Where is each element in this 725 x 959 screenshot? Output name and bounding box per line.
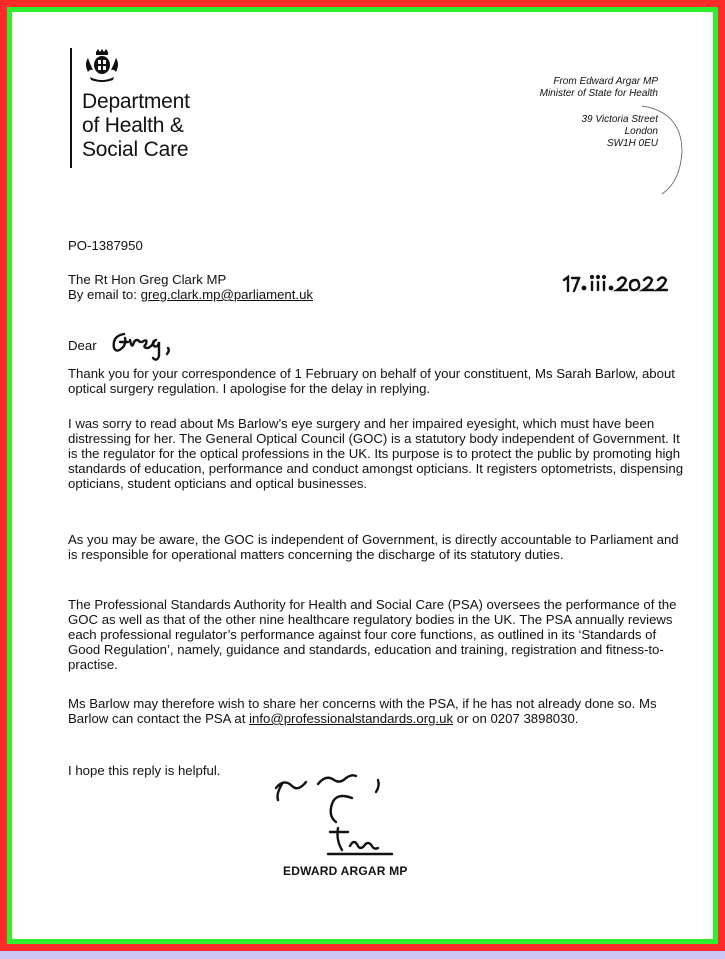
signer-name: EDWARD ARGAR MP (283, 864, 408, 878)
address-postcode: SW1H 0EU (606, 138, 658, 149)
sender-block (540, 76, 658, 100)
handwritten-greg (108, 328, 188, 364)
paragraph-5 (68, 696, 688, 726)
royal-crest-icon (82, 48, 122, 84)
recipient-email-link[interactable]: greg.clark.mp@parliament.uk (140, 287, 313, 302)
paragraph-5-text: Ms Barlow may therefore wish to share her concerns with the PSA, if he has not already done so. Ms Barlow can contact the PSA at (68, 696, 657, 726)
handwritten-date (560, 270, 690, 296)
logo-rule (70, 48, 72, 168)
address-street: 39 Victoria Street (581, 114, 658, 125)
sender-role: Minister of State for Health (539, 88, 658, 99)
paragraph-3: As you may be aware, the GOC is independent of Government, is directly accountable to Parliament and is responsible for operational matters concerning the discharge of its statutory duties. (68, 532, 679, 562)
paragraph-5-phone: or on 0207 3898030. (453, 711, 579, 726)
reference-number: PO-1387950 (68, 238, 143, 253)
paragraph-2: I was sorry to read about Ms Barlow’s eye surgery and her impaired eyesight, which must have been distressing for her. The General Optical Council (GOC) is a statutory body independent of Government. It is the regulator for the optical professions in the UK. Its purpose is to protect the public by promoting high standards of education, performance and conduct amongst opticians. It registers optometrists, dispensing opticians, student opticians and optical businesses. (68, 416, 684, 491)
closing-line: I hope this reply is helpful. (68, 763, 221, 778)
letter-page (12, 12, 713, 939)
recipient-name: The Rt Hon Greg Clark MP (68, 272, 227, 287)
salutation: Dear (68, 338, 97, 353)
handwritten-signature (268, 762, 408, 862)
logo-line-2: of Health & (82, 114, 184, 137)
paragraph-4: The Professional Standards Authority for Health and Social Care (PSA) oversees the performance of the GOC as well as that of the other nine healthcare regulatory bodies in the UK. The PSA annually reviews each professional regulator’s performance against four core functions, as outlined in its ‘Standards of Good Regulation’, namely, guidance and standards, education and training, registration and fitness-to-practise. (68, 597, 677, 672)
sender-from: From Edward Argar MP (553, 76, 658, 87)
address-city: London (624, 126, 658, 137)
email-prefix: By email to: (68, 287, 141, 302)
paragraph-1: Thank you for your correspondence of 1 February on behalf of your constituent, Ms Sarah Barlow, about optical surgery regulation. I apologise for the delay in replying. (68, 366, 675, 396)
scan-artifact-arc (622, 102, 702, 202)
logo-line-1: Department (82, 90, 190, 113)
department-logo-text (82, 90, 190, 162)
psa-email-link[interactable]: info@professionalstandards.org.uk (249, 711, 454, 726)
logo-line-3: Social Care (82, 138, 189, 161)
